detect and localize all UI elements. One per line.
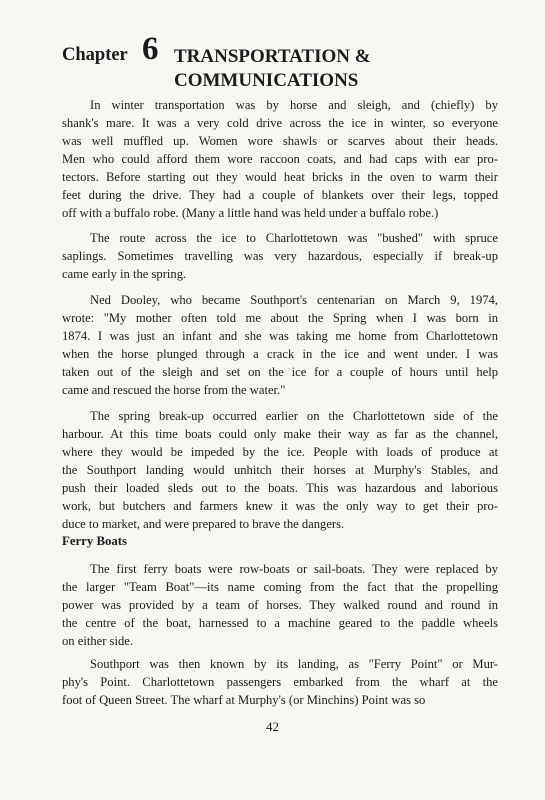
text-line: shank's mare. It was a very cold drive across the ice in winter, so everyone <box>62 116 498 130</box>
chapter-title-line: TRANSPORTATION & <box>174 46 371 67</box>
text-line: tectors. Before starting out they would heat bricks in the oven to warm their <box>62 170 498 184</box>
text-line: Southport was then known by its landing, as "Ferry Point" or Mur- <box>90 657 498 671</box>
text-line: power was provided by a team of horses. They walked round and round in <box>62 598 498 612</box>
text-line: the larger "Team Boat"—its name coming from the fact that the propelling <box>62 580 498 594</box>
chapter-label: Chapter <box>62 45 128 65</box>
text-line: The route across the ice to Charlottetown was "bushed" with spruce <box>90 231 498 245</box>
text-line: where they would be impeded by the ice. People with loads of produce at <box>62 445 498 459</box>
text-line: came and rescued the horse from the water." <box>62 383 286 397</box>
text-line: was well muffled up. Women wore shawls or scarves about their heads. <box>62 134 498 148</box>
text-line: harbour. At this time boats could only make their way as far as the channel, <box>62 427 498 441</box>
text-line: taken out of the sleigh and set on the ice for a couple of hours until help <box>62 365 498 379</box>
text-line: push their loaded sleds out to the boats. This was hazardous and laborious <box>62 481 498 495</box>
chapter-title-line: COMMUNICATIONS <box>174 70 359 91</box>
text-line: Ned Dooley, who became Southport's centenarian on March 9, 1974, <box>90 293 498 307</box>
text-line: The first ferry boats were row-boats or sail-boats. They were replaced by <box>90 562 498 576</box>
page-number: 42 <box>266 719 279 734</box>
text-line: the Southport landing would unhitch their horses at Murphy's Stables, and <box>62 463 498 477</box>
text-line: work, but butchers and farmers knew it was the only way to get their pro- <box>62 499 498 513</box>
text-line: foot of Queen Street. The wharf at Murphy's (or Minchins) Point was so <box>62 693 426 707</box>
text-line: saplings. Sometimes travelling was very hazardous, especially if break-up <box>62 249 498 263</box>
text-line: came early in the spring. <box>62 267 187 281</box>
text-line: phy's Point. Charlottetown passengers embarked from the wharf at the <box>62 675 498 689</box>
chapter-number: 6 <box>142 31 159 67</box>
chapter-title <box>174 45 434 93</box>
text-line: the centre of the boat, harnessed to a machine geared to the paddle wheels <box>62 616 498 630</box>
text-line: Men who could afford them wore raccoon coats, and had caps with ear pro- <box>62 152 498 166</box>
text-line: The spring break-up occurred earlier on the Charlottetown side of the <box>90 409 498 423</box>
text-line: on either side. <box>62 634 133 648</box>
text-line: wrote: "My mother often told me about the Spring when I was born in <box>62 311 498 325</box>
text-line: 1874. I was just an infant and she was taking me home from Charlottetown <box>62 329 498 343</box>
text-line: In winter transportation was by horse and sleigh, and (chiefly) by <box>90 98 498 112</box>
text-line: when the horse plunged through a crack in the ice and went under. I was <box>62 347 498 361</box>
section-heading: Ferry Boats <box>62 534 128 548</box>
text-line: off with a buffalo robe. (Many a little hand was held under a buffalo robe.) <box>62 206 439 220</box>
text-line: feet during the drive. They had a couple of blankets over their legs, topped <box>62 188 498 202</box>
text-line: duce to market, and were prepared to brave the dangers. <box>62 517 345 531</box>
